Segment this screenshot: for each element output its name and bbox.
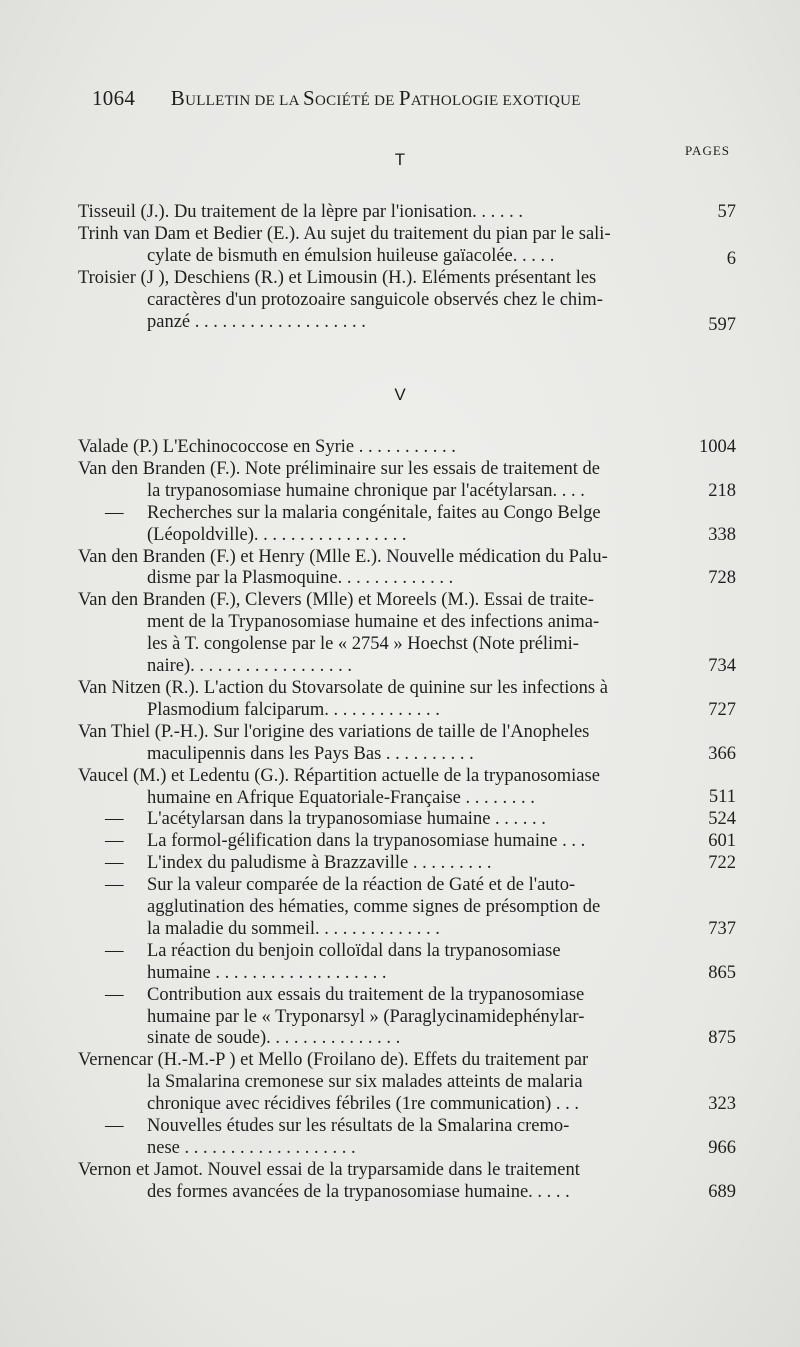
index-entries-t (78, 202, 736, 333)
header-title-part: OCIÉTÉ DE (315, 93, 399, 109)
index-entry (78, 941, 736, 985)
index-entry (78, 503, 736, 547)
entry-page: 865 (708, 962, 736, 983)
entry-page: 511 (708, 787, 736, 808)
entry-line: cylate de bismuth en émulsion huileuse gaïacolée. . . . . (147, 245, 555, 266)
ditto-dash: — (105, 1116, 124, 1137)
ditto-dash: — (105, 809, 124, 830)
index-entry (78, 985, 736, 1051)
entry-page: 875 (708, 1028, 736, 1049)
entry-line: Trinh van Dam et Bedier (E.). Au sujet du traitement du pian par le sali- (78, 223, 611, 244)
entry-line: La formol-gélification dans la trypanosomiase humaine . . . (147, 831, 586, 852)
entry-line: Troisier (J ), Deschiens (R.) et Limousin (H.). Eléments présentant les (78, 267, 597, 288)
entry-page: 722 (708, 853, 736, 874)
entry-line: Nouvelles études sur les résultats de la Smalarina cremo- (147, 1116, 570, 1137)
ditto-dash: — (105, 875, 124, 896)
entry-line: la maladie du sommeil. . . . . . . . . . . . . . (147, 918, 440, 939)
index-entry (78, 875, 736, 941)
index-entry (78, 547, 736, 591)
entry-line: caractères d'un protozoaire sanguicole observés chez le chim- (147, 289, 603, 310)
index-entries-v (78, 437, 736, 1204)
entry-line: Van Nitzen (R.). L'action du Stovarsolate de quinine sur les infections à (78, 677, 608, 698)
entry-line: Sur la valeur comparée de la réaction de Gaté et de l'auto- (147, 875, 576, 896)
index-entry (78, 678, 736, 722)
entry-line: Recherches sur la malaria congénitale, faites au Congo Belge (147, 502, 601, 523)
entry-line: L'index du paludisme à Brazzaville . . . . . . . . . (147, 853, 492, 874)
entry-line: ment de la Trypanosomiase humaine et des infections anima- (147, 612, 600, 633)
entry-line: humaine par le « Tryponarsyl » (Paraglycinamidephénylar- (147, 1006, 585, 1027)
entry-line: panzé . . . . . . . . . . . . . . . . . . . (147, 311, 366, 332)
header-title-part: S (303, 86, 315, 110)
entry-line: Van den Branden (F.), Clevers (Mlle) et Moreels (M.). Essai de traite- (78, 590, 594, 611)
header-title-part: ULLETIN DE LA (185, 93, 304, 109)
index-entry (78, 224, 736, 268)
entry-line: Plasmodium falciparum. . . . . . . . . . . . . (147, 699, 440, 720)
entry-page: 366 (708, 743, 736, 764)
entry-page: 323 (708, 1094, 736, 1115)
index-entry (78, 831, 736, 853)
pages-column-label: PAGES (685, 143, 730, 158)
entry-line: L'acétylarsan dans la trypanosomiase humaine . . . . . . (147, 809, 546, 830)
index-entry (78, 1160, 736, 1204)
entry-page: 338 (708, 524, 736, 545)
entry-line: Van den Branden (F.). Note préliminaire sur les essais de traitement de (78, 458, 601, 479)
entry-line: naire). . . . . . . . . . . . . . . . . . (147, 656, 353, 677)
ditto-dash: — (105, 502, 124, 523)
running-header (92, 86, 652, 111)
entry-page: 597 (708, 314, 736, 335)
header-title-part: ATHOLOGIE EXOTIQUE (410, 93, 581, 109)
entry-page: 734 (708, 656, 736, 677)
ditto-dash: — (105, 831, 124, 852)
ditto-dash: — (105, 853, 124, 874)
entry-page: 57 (717, 202, 736, 222)
section-letter: V (394, 385, 406, 404)
entry-line: la Smalarina cremonese sur six malades atteints de malaria (147, 1072, 583, 1093)
entry-line: Tisseuil (J.). Du traitement de la lèpre par l'ionisation. . . . . . (78, 202, 524, 222)
entry-line: disme par la Plasmoquine. . . . . . . . . . . . . (147, 568, 454, 589)
entry-line: agglutination des hématies, comme signes de présomption de (147, 897, 601, 918)
entry-line: des formes avancées de la trypanosomiase humaine. . . . . (147, 1181, 570, 1202)
entry-line: maculipennis dans les Pays Bas . . . . . . . . . . (147, 743, 474, 764)
page-number: 1064 (92, 86, 136, 110)
entry-page: 1004 (699, 437, 736, 457)
entry-page: 728 (708, 568, 736, 589)
entry-page: 727 (708, 699, 736, 720)
entry-page: 737 (708, 918, 736, 939)
entry-line: la trypanosomiase humaine chronique par l'acétylarsan. . . . (147, 480, 585, 501)
entry-line: nese . . . . . . . . . . . . . . . . . . . (147, 1138, 356, 1158)
entry-page: 689 (708, 1181, 736, 1202)
entry-line: (Léopoldville). . . . . . . . . . . . . . . . . (147, 524, 407, 545)
entry-line: La réaction du benjoin colloïdal dans la trypanosomiase (147, 940, 561, 961)
entry-line: Vernon et Jamot. Nouvel essai de la tryparsamide dans le traitement (78, 1159, 580, 1180)
header-title-part: B (170, 86, 186, 110)
ditto-dash: — (105, 940, 124, 961)
entry-line: sinate de soude). . . . . . . . . . . . . . . (147, 1028, 401, 1049)
index-entry (78, 766, 736, 810)
entry-line: Vernencar (H.-M.-P ) et Mello (Froilano de). Effets du traitement par (78, 1050, 589, 1071)
index-entry (78, 437, 736, 459)
entry-line: humaine en Afrique Equatoriale-Française . . . . . . . . (147, 787, 535, 808)
section-letter: T (394, 150, 406, 169)
index-entry (78, 268, 736, 334)
index-entry (78, 590, 736, 678)
entry-page: 6 (726, 248, 736, 269)
index-entry (78, 809, 736, 831)
index-entry (78, 853, 736, 875)
index-entry (78, 202, 736, 224)
index-entry (78, 1116, 736, 1160)
entry-line: humaine . . . . . . . . . . . . . . . . . . . (147, 962, 387, 983)
entry-page: 218 (708, 480, 736, 501)
index-entry (78, 1050, 736, 1116)
entry-line: Van Thiel (P.-H.). Sur l'origine des variations de taille de l'Anopheles (78, 721, 590, 742)
entry-line: Van den Branden (F.) et Henry (Mlle E.). Nouvelle médication du Palu- (78, 546, 608, 567)
entry-page: 966 (708, 1137, 736, 1158)
entry-line: les à T. congolense par le « 2754 » Hoechst (Note prélimi- (147, 634, 579, 655)
index-entry (78, 722, 736, 766)
entry-line: chronique avec récidives fébriles (1re communication) . . . (147, 1094, 580, 1115)
entry-line: Contribution aux essais du traitement de la trypanosomiase (147, 984, 585, 1005)
index-entry (78, 459, 736, 503)
entry-line: Vaucel (M.) et Ledentu (G.). Répartition actuelle de la trypanosomiase (78, 765, 600, 786)
entry-page: 601 (708, 831, 736, 852)
ditto-dash: — (105, 984, 124, 1005)
header-title-part: P (398, 86, 411, 110)
entry-line: Valade (P.) L'Echinococcose en Syrie . . . . . . . . . . . (78, 437, 456, 457)
entry-page: 524 (708, 809, 736, 830)
